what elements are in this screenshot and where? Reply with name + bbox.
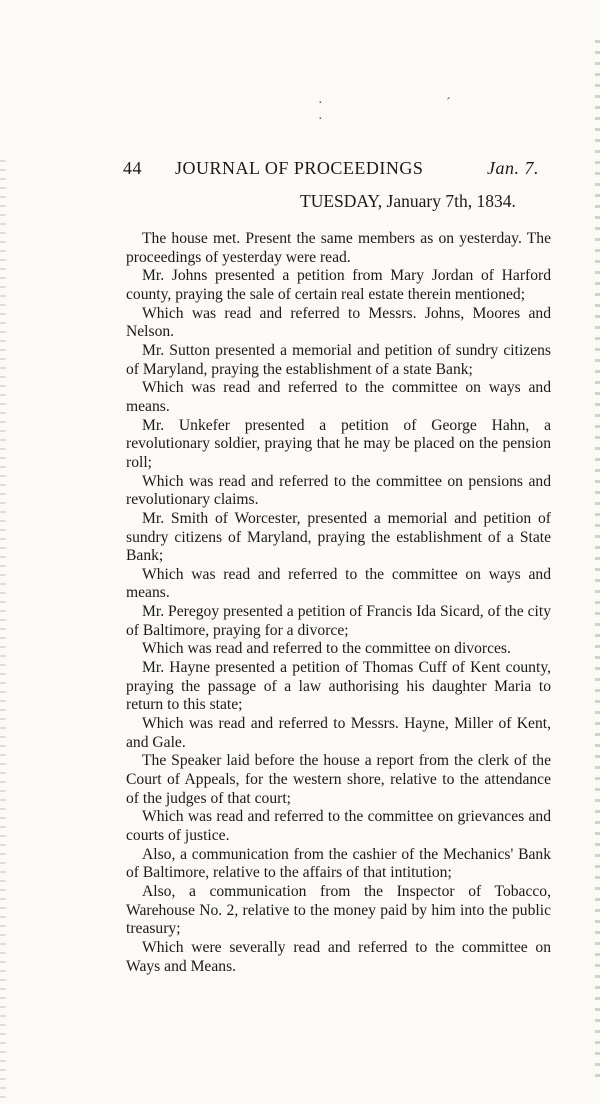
paragraph: Mr. Unkefer presented a petition of George Hahn, a revolutionary soldier, praying that he may be placed on the pension roll; <box>126 416 551 471</box>
session-dateline: TUESDAY, January 7th, 1834. <box>300 191 516 211</box>
paragraph: Which was read and referred to the committee on pensions and revolutionary claims. <box>126 472 551 509</box>
page-number: 44 <box>123 158 142 178</box>
page-edge-right <box>595 40 600 1080</box>
paragraph: Which was read and referred to the committee on ways and means. <box>126 565 551 602</box>
paragraph: Which were severally read and referred to the committee on Ways and Means. <box>126 938 551 975</box>
paragraph: Which was read and referred to Messrs. Hayne, Miller of Kent, and Gale. <box>126 715 551 751</box>
journal-title: JOURNAL OF PROCEEDINGS <box>175 158 424 178</box>
paragraph: Which was read and referred to the committee on grievances and courts of justice. <box>126 808 551 844</box>
paragraph: Mr. Smith of Worcester, presented a memorial and petition of sundry citizens of Maryland, praying the establishment of a State Bank; <box>126 509 551 565</box>
header-date: Jan. 7. <box>487 158 539 178</box>
paragraph: Mr. Johns presented a petition from Mary Jordan of Harford county, praying the sale of certain real estate therein mentioned; <box>126 267 551 303</box>
running-header <box>118 158 543 184</box>
paragraph: Which was read and referred to the committee on divorces. <box>142 640 511 658</box>
ink-specks: · ˊ · <box>318 96 511 127</box>
paragraph: Mr. Sutton presented a memorial and petition of sundry citizens of Maryland, praying the establishment of a state Bank; <box>126 341 551 378</box>
paragraph: The house met. Present the same members as on yesterday. The proceedings of yesterday were read. <box>126 230 551 266</box>
paragraph: Also, a communication from the cashier of the Mechanics' Bank of Baltimore, relative to the affairs of that intitution; <box>126 845 551 882</box>
paragraph: Mr. Hayne presented a petition of Thomas Cuff of Kent county, praying the passage of a law authorising his daughter Maria to return to this state; <box>126 659 551 714</box>
paragraph: Which was read and referred to the committee on ways and means. <box>126 379 551 415</box>
page-edge-left <box>0 160 6 1100</box>
paragraph: The Speaker laid before the house a report from the clerk of the Court of Appeals, for the western shore, relative to the attendance of the judges of that court; <box>126 752 551 807</box>
paragraph: Also, a communication from the Inspector of Tobacco, Warehouse No. 2, relative to the money paid by him into the public treasury; <box>126 882 551 938</box>
paragraph: Which was read and referred to Messrs. Johns, Moores and Nelson. <box>126 304 551 341</box>
paragraph: Mr. Peregoy presented a petition of Francis Ida Sicard, of the city of Baltimore, praying for a divorce; <box>126 603 551 639</box>
journal-body <box>126 230 551 976</box>
